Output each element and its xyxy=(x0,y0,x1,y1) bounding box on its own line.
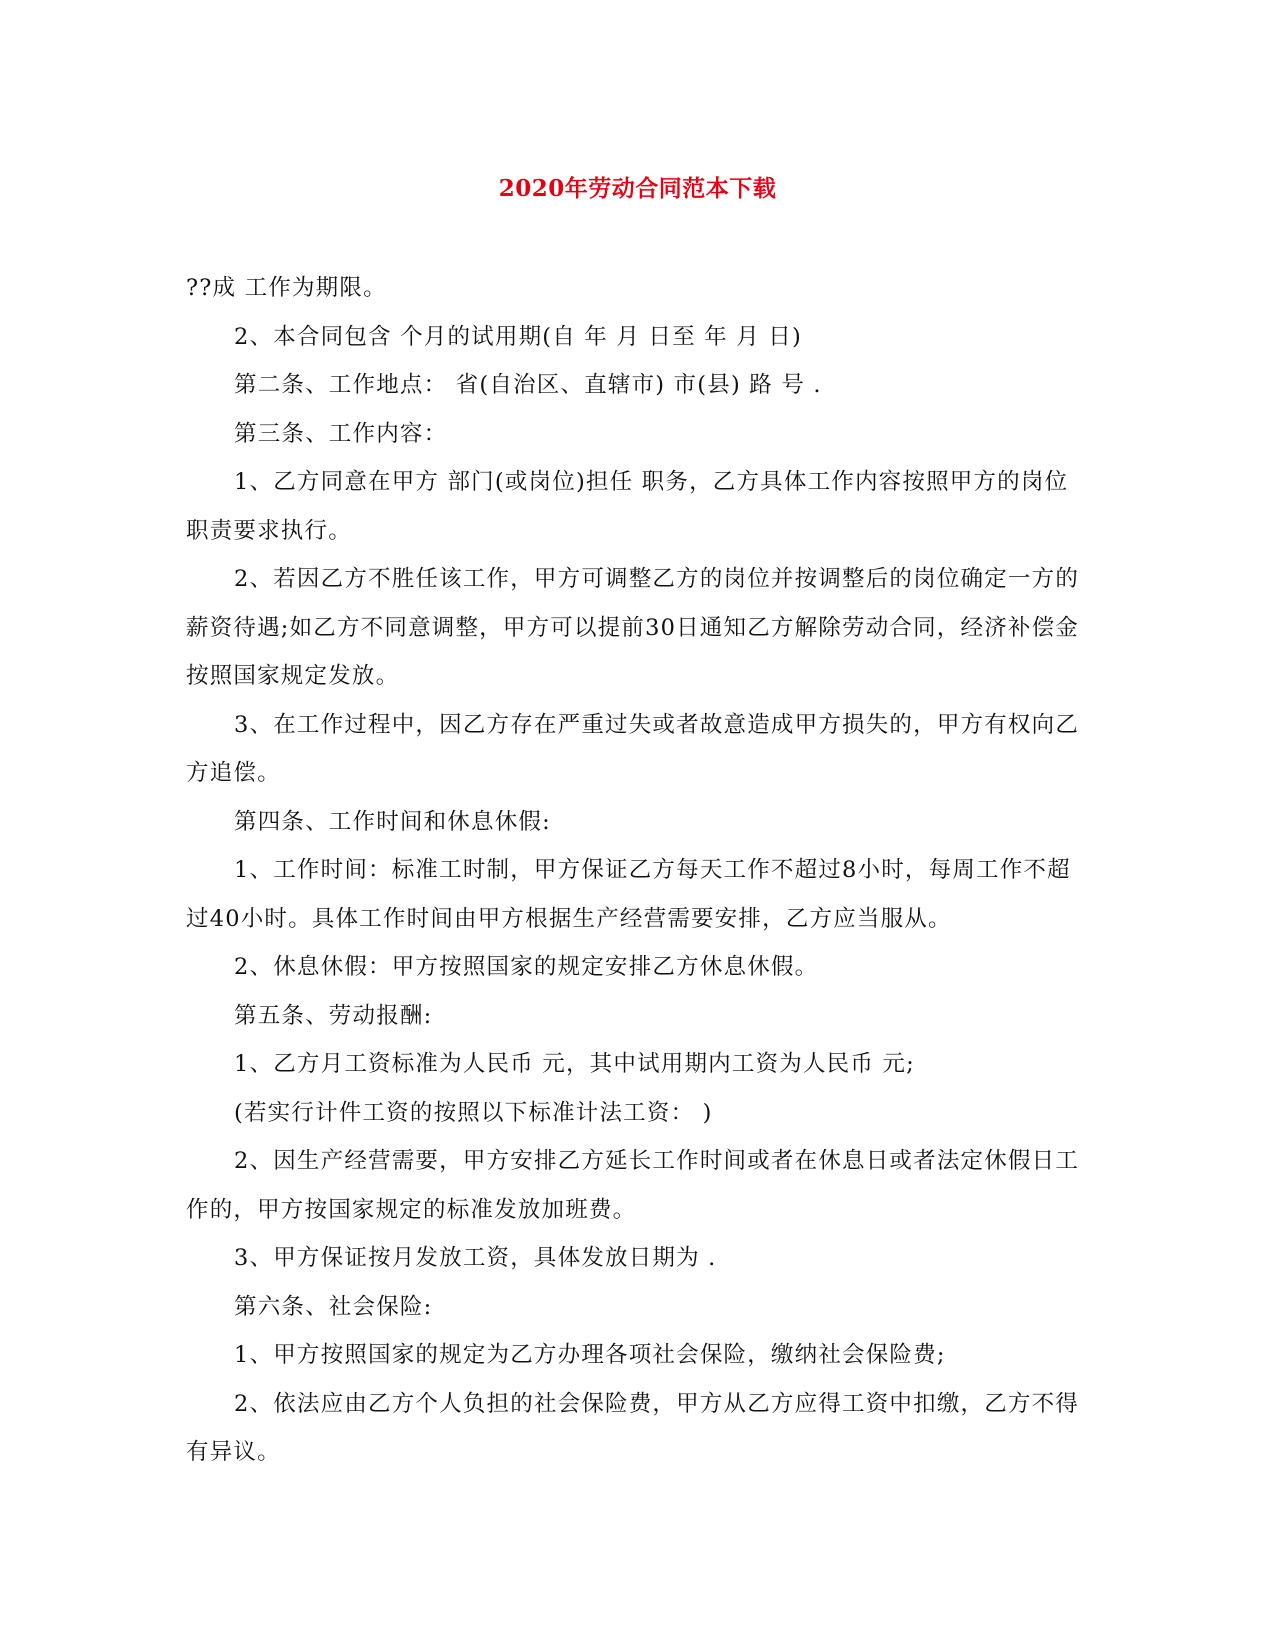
paragraph: 1、甲方按照国家的规定为乙方办理各项社会保险，缴纳社会保险费; xyxy=(234,1342,946,1368)
paragraph: (若实行计件工资的按照以下标准计法工资： ) xyxy=(234,1099,713,1126)
paragraph: 2、因生产经营需要，甲方安排乙方延长工作时间或者在休息日或者法定休假日工作的，甲方按国家规定的标准发放加班费。 xyxy=(186,1148,1080,1223)
paragraph: 2、休息休假：甲方按照国家的规定安排乙方休息休假。 xyxy=(234,954,819,980)
paragraph: 1、乙方月工资标准为人民币 元，其中试用期内工资为人民币 元; xyxy=(234,1051,915,1077)
paragraph: 2、若因乙方不胜任该工作，甲方可调整乙方的岗位并按调整后的岗位确定一方的薪资待遇;如乙方不同意调整，甲方可以提前30日通知乙方解除劳动合同，经济补偿金按照国家规定发放。 xyxy=(186,566,1080,689)
paragraph: 第二条、工作地点： 省(自治区、直辖市) 市(县) 路 号 . xyxy=(234,372,822,398)
paragraph: ??成 工作为期限。 xyxy=(186,275,387,301)
paragraph: 1、工作时间：标准工时制，甲方保证乙方每天工作不超过8小时，每周工作不超过40小时。具体工作时间由甲方根据生产经营需要安排，乙方应当服从。 xyxy=(186,857,1071,932)
paragraph: 3、在工作过程中，因乙方存在严重过失或者故意造成甲方损失的，甲方有权向乙方追偿。 xyxy=(186,711,1080,786)
section-heading: 第四条、工作时间和休息休假: xyxy=(234,808,551,835)
document-title: 2020年劳动合同范本下载 xyxy=(498,175,777,202)
paragraph: 1、乙方同意在甲方 部门(或岗位)担任 职务，乙方具体工作内容按照甲方的岗位职责要求执行。 xyxy=(186,469,1069,544)
paragraph: 2、依法应由乙方个人负担的社会保险费，甲方从乙方应得工资中扣缴，乙方不得有异议。 xyxy=(186,1390,1080,1465)
paragraph: 3、甲方保证按月发放工资，具体发放日期为 . xyxy=(234,1245,717,1271)
document-body xyxy=(186,264,1086,1477)
section-heading: 第六条、社会保险: xyxy=(234,1293,433,1320)
paragraph: 2、本合同包含 个月的试用期(自 年 月 日至 年 月 日) xyxy=(234,323,802,350)
section-heading: 第五条、劳动报酬: xyxy=(234,1002,433,1029)
section-heading: 第三条、工作内容： xyxy=(234,420,448,447)
